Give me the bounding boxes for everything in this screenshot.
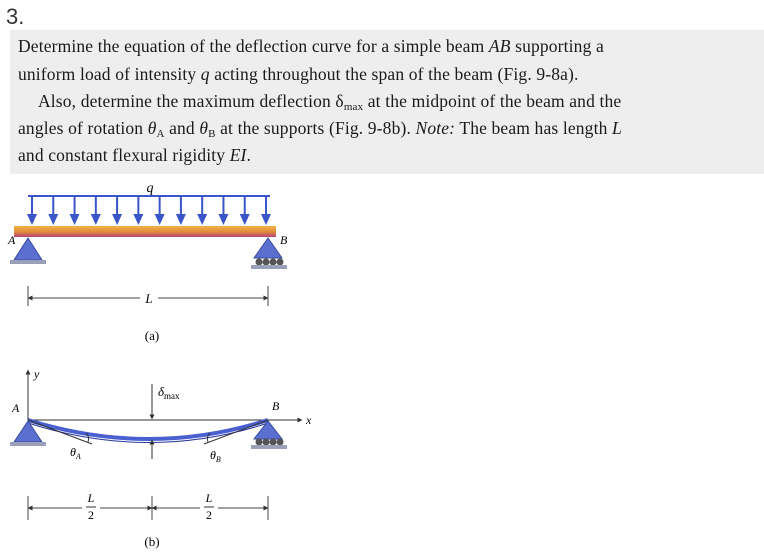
support-label-a-b: A [12, 401, 20, 415]
problem-statement [10, 30, 764, 174]
svg-text:L: L [87, 491, 95, 505]
beam-diagram [0, 174, 330, 552]
beam-figures [0, 174, 330, 552]
ground-b-b [251, 445, 287, 449]
load-arrow-head [91, 214, 101, 225]
load-arrow-head [70, 214, 80, 225]
rollers-b-b [256, 439, 284, 446]
ground-b [251, 265, 287, 269]
ground-a [10, 260, 46, 264]
load-arrow-head [197, 214, 207, 225]
load-arrow-head [112, 214, 122, 225]
caption-a: (a) [144, 328, 160, 343]
svg-text:2: 2 [206, 508, 212, 522]
delta-max-label: $\delta_{max}$ [158, 384, 180, 401]
load-arrow-head [240, 214, 250, 225]
theta-a-label: $\theta_A$ [70, 445, 81, 461]
problem-line-5: and constant flexural rigidity EI. [18, 145, 252, 165]
support-label-b: B [280, 233, 288, 247]
half-span-dimension [28, 496, 268, 520]
load-arrows [27, 196, 271, 225]
problem-line-1: Determine the equation of the deflection curve for a simple beam AB supporting a [18, 36, 604, 56]
theta-b-label: $\theta_B$ [210, 448, 221, 464]
rollers-b [256, 259, 284, 266]
load-arrow-head [261, 214, 271, 225]
support-label-a: A [8, 233, 16, 247]
problem-line-2: uniform load of intensity q acting throughout the span of the beam (Fig. 9-8a). [18, 64, 579, 84]
load-arrow-head [155, 214, 165, 225]
y-axis-label: y [34, 367, 40, 381]
deflected-beam [28, 420, 268, 439]
load-arrow-head [176, 214, 186, 225]
half-span-label-right [204, 491, 214, 522]
problem-line-4: angles of rotation $\theta_A$ and $\theta_B$ at the supports (Fig. 9-8b). Note: The beam has length L [18, 118, 622, 140]
load-arrow-head [27, 214, 37, 225]
pin-support-a [14, 238, 42, 260]
problem-line-3: Also, determine the maximum deflection $\delta_{max}$ at the midpoint of the beam and the [38, 91, 622, 113]
roller-support-b [254, 238, 282, 258]
support-label-b-b: B [272, 399, 280, 413]
caption-b: (b) [144, 534, 160, 549]
load-arrow-head [133, 214, 143, 225]
problem-number: 3. [6, 4, 25, 29]
distributed-load [27, 196, 271, 225]
load-label: q [146, 181, 154, 196]
load-arrow-head [48, 214, 58, 225]
load-arrow-head [218, 214, 228, 225]
x-axis-label: x [306, 413, 312, 427]
svg-text:2: 2 [88, 508, 94, 522]
beam [14, 226, 276, 237]
svg-text:L: L [205, 491, 213, 505]
ground-a-b [10, 442, 46, 446]
span-label: L [145, 291, 153, 306]
half-span-label-left [86, 491, 96, 522]
